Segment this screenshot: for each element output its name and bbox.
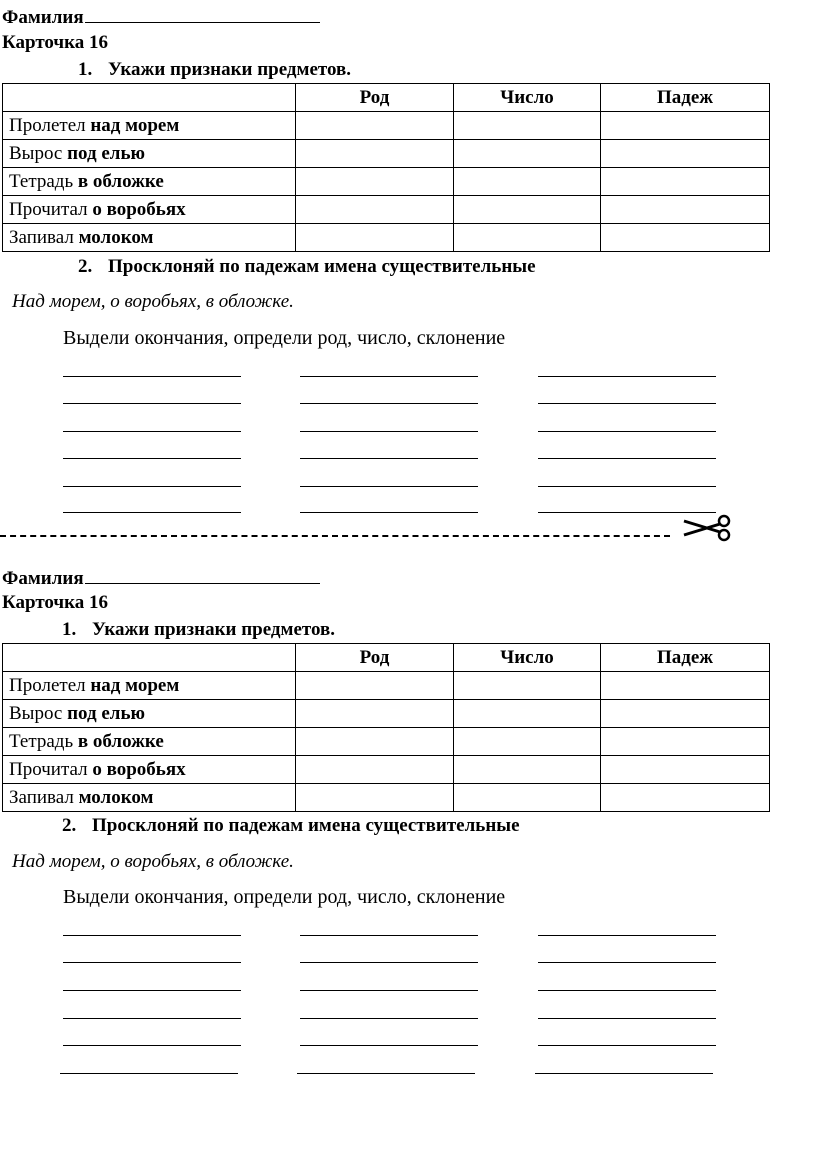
phrase-cell: Запивал молоком: [3, 784, 296, 812]
answer-line[interactable]: [63, 431, 241, 432]
table-row: [3, 700, 770, 728]
table-header-case: Падеж: [601, 644, 770, 672]
number-answer-cell[interactable]: [454, 168, 601, 196]
gender-answer-cell[interactable]: [296, 112, 454, 140]
answer-line[interactable]: [300, 431, 478, 432]
number-answer-cell[interactable]: [454, 140, 601, 168]
number-answer-cell[interactable]: [454, 224, 601, 252]
answer-line[interactable]: [538, 458, 716, 459]
table-header-row: [3, 644, 770, 672]
number-answer-cell[interactable]: [454, 112, 601, 140]
phrase-cell: Прочитал о воробьях: [3, 196, 296, 224]
answer-line[interactable]: [300, 935, 478, 936]
instruction-text: Выдели окончания, определи род, число, склонение: [63, 327, 506, 349]
task-1-heading: 1. Укажи признаки предметов.: [62, 619, 336, 640]
words-to-decline: Над морем, о воробьях, в обложке.: [12, 851, 294, 872]
gender-answer-cell[interactable]: [296, 168, 454, 196]
case-answer-cell[interactable]: [601, 672, 770, 700]
case-answer-cell[interactable]: [601, 196, 770, 224]
phrase-cell: Вырос под елью: [3, 700, 296, 728]
table-row: [3, 112, 770, 140]
phrase-cell: Тетрадь в обложке: [3, 728, 296, 756]
table-row: [3, 196, 770, 224]
number-answer-cell[interactable]: [454, 672, 601, 700]
answer-line[interactable]: [63, 376, 241, 377]
table-row: [3, 140, 770, 168]
gender-answer-cell[interactable]: [296, 756, 454, 784]
task-1-heading: 1. Укажи признаки предметов.: [78, 59, 352, 80]
table-row: [3, 672, 770, 700]
case-answer-cell[interactable]: [601, 728, 770, 756]
answer-line[interactable]: [300, 1045, 478, 1046]
answer-line[interactable]: [535, 1073, 713, 1074]
answer-line[interactable]: [538, 962, 716, 963]
table-row: [3, 756, 770, 784]
answer-line[interactable]: [538, 1018, 716, 1019]
table-header-row: [3, 84, 770, 112]
properties-table: [2, 83, 770, 252]
answer-line[interactable]: [63, 1018, 241, 1019]
instruction-text: Выдели окончания, определи род, число, склонение: [63, 886, 506, 908]
answer-line[interactable]: [538, 935, 716, 936]
gender-answer-cell[interactable]: [296, 196, 454, 224]
answer-line[interactable]: [538, 376, 716, 377]
answer-line[interactable]: [300, 403, 478, 404]
task-2-heading: 2. Просклоняй по падежам имена существительные: [78, 256, 536, 277]
surname-label: Фамилия: [2, 564, 320, 590]
table-row: [3, 168, 770, 196]
number-answer-cell[interactable]: [454, 196, 601, 224]
number-answer-cell[interactable]: [454, 784, 601, 812]
task-2-heading: 2. Просклоняй по падежам имена существительные: [62, 815, 520, 836]
case-answer-cell[interactable]: [601, 756, 770, 784]
phrase-cell: Пролетел над морем: [3, 112, 296, 140]
answer-line[interactable]: [538, 1045, 716, 1046]
surname-field[interactable]: [85, 3, 320, 23]
case-answer-cell[interactable]: [601, 140, 770, 168]
answer-line[interactable]: [300, 512, 478, 513]
phrase-cell: Пролетел над морем: [3, 672, 296, 700]
answer-line[interactable]: [300, 376, 478, 377]
card-title: Карточка 16: [2, 32, 109, 53]
table-row: [3, 784, 770, 812]
answer-line[interactable]: [63, 935, 241, 936]
answer-line[interactable]: [300, 458, 478, 459]
scissors-icon: [680, 512, 735, 544]
table-header-number: Число: [454, 84, 601, 112]
answer-line[interactable]: [63, 962, 241, 963]
answer-line[interactable]: [300, 1018, 478, 1019]
gender-answer-cell[interactable]: [296, 784, 454, 812]
words-to-decline: Над морем, о воробьях, в обложке.: [12, 291, 294, 312]
number-answer-cell[interactable]: [454, 728, 601, 756]
answer-line[interactable]: [300, 990, 478, 991]
gender-answer-cell[interactable]: [296, 224, 454, 252]
case-answer-cell[interactable]: [601, 700, 770, 728]
gender-answer-cell[interactable]: [296, 728, 454, 756]
gender-answer-cell[interactable]: [296, 672, 454, 700]
surname-label: Фамилия: [2, 3, 320, 29]
table-header-gender: Род: [296, 644, 454, 672]
phrase-cell: Тетрадь в обложке: [3, 168, 296, 196]
number-answer-cell[interactable]: [454, 756, 601, 784]
case-answer-cell[interactable]: [601, 784, 770, 812]
answer-line[interactable]: [63, 512, 241, 513]
cut-line: [0, 535, 670, 537]
answer-line[interactable]: [63, 403, 241, 404]
table-row: [3, 728, 770, 756]
case-answer-cell[interactable]: [601, 168, 770, 196]
answer-line[interactable]: [300, 486, 478, 487]
case-answer-cell[interactable]: [601, 224, 770, 252]
card-title: Карточка 16: [2, 592, 109, 613]
table-header-number: Число: [454, 644, 601, 672]
phrase-cell: Вырос под елью: [3, 140, 296, 168]
properties-table: [2, 643, 770, 812]
answer-line[interactable]: [538, 403, 716, 404]
table-header-cell: [3, 644, 296, 672]
phrase-cell: Запивал молоком: [3, 224, 296, 252]
answer-line[interactable]: [538, 990, 716, 991]
gender-answer-cell[interactable]: [296, 700, 454, 728]
answer-line[interactable]: [63, 486, 241, 487]
table-row: [3, 224, 770, 252]
phrase-cell: Прочитал о воробьях: [3, 756, 296, 784]
answer-line[interactable]: [538, 431, 716, 432]
answer-line[interactable]: [63, 990, 241, 991]
answer-line[interactable]: [60, 1073, 238, 1074]
gender-answer-cell[interactable]: [296, 140, 454, 168]
answer-line[interactable]: [63, 458, 241, 459]
table-header-cell: [3, 84, 296, 112]
answer-line[interactable]: [297, 1073, 475, 1074]
case-answer-cell[interactable]: [601, 112, 770, 140]
number-answer-cell[interactable]: [454, 700, 601, 728]
answer-line[interactable]: [538, 486, 716, 487]
surname-field[interactable]: [85, 564, 320, 584]
answer-line[interactable]: [300, 962, 478, 963]
table-header-case: Падеж: [601, 84, 770, 112]
answer-line[interactable]: [63, 1045, 241, 1046]
table-header-gender: Род: [296, 84, 454, 112]
